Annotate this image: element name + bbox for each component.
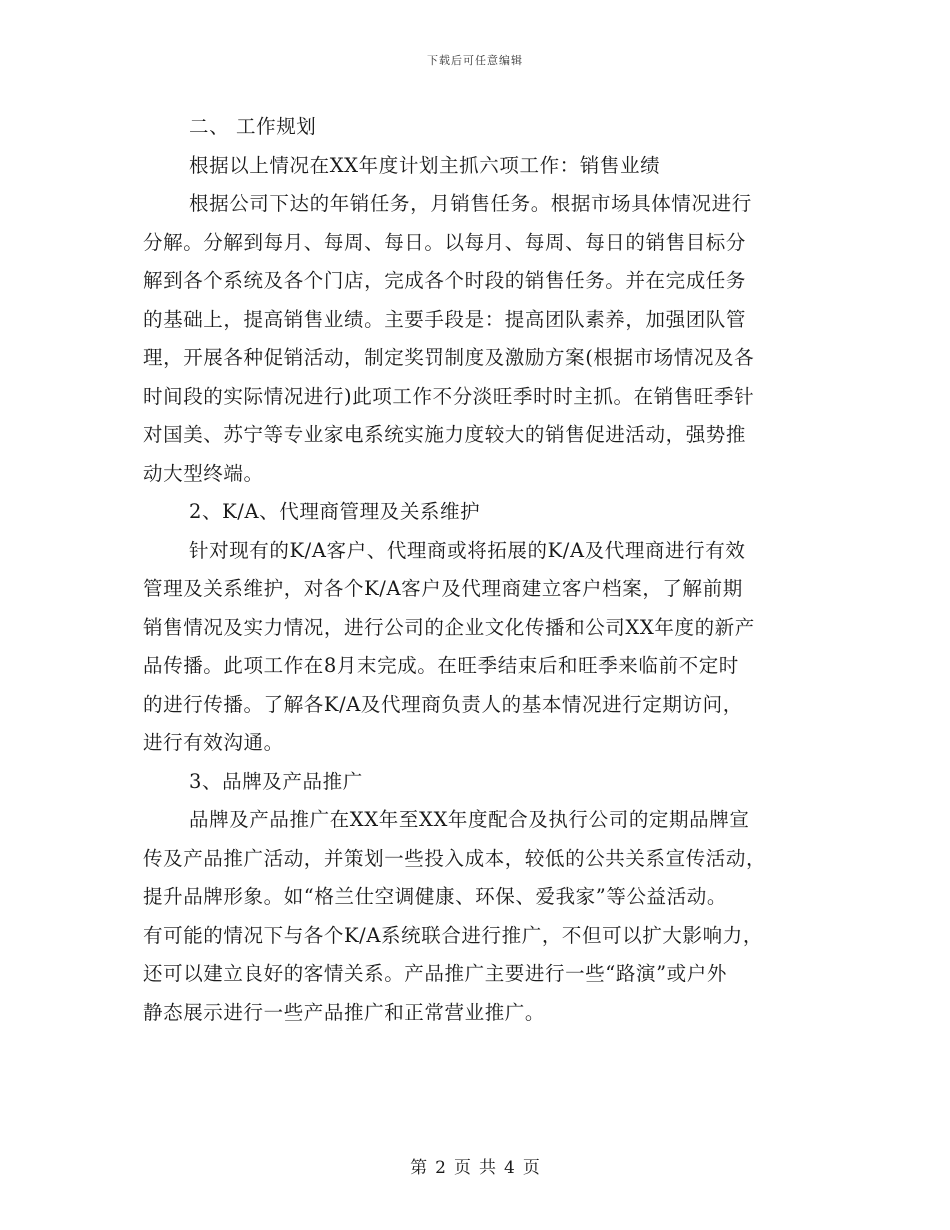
current-page-number: 2	[435, 1158, 446, 1178]
paragraph-line: 传及产品推广活动，并策划一些投入成本，较低的公共关系宣传活动，	[143, 846, 767, 870]
paragraph-line: 管理及关系维护，对各个K/A客户及代理商建立客户档案，了解前期	[143, 577, 743, 600]
page-label: 第	[410, 1158, 428, 1178]
paragraph-line: 品传播。此项工作在8月末完成。在旺季结束后和旺季来临前不定时	[143, 654, 739, 677]
paragraph-line: 时间段的实际情况进行)此项工作不分淡旺季时时主抓。在销售旺季针	[143, 384, 755, 408]
paragraph-line: 提升品牌形象。如“格兰仕空调健康、环保、爱我家”等公益活动。	[143, 885, 727, 908]
total-pages-number: 4	[504, 1158, 515, 1178]
page-footer	[0, 1153, 950, 1178]
paragraph-line: 还可以建立良好的客情关系。产品推广主要进行一些“路演”或户外	[143, 962, 727, 985]
paragraph-line: 理，开展各种促销活动，制定奖罚制度及激励方案(根据市场情况及各	[143, 346, 755, 369]
section-heading: 2、K/A、代理商管理及关系维护	[189, 500, 481, 523]
section-heading: 3、品牌及产品推广	[189, 769, 363, 793]
paragraph-line: 品牌及产品推广在XX年至XX年度配合及执行公司的定期品牌宣	[189, 808, 750, 831]
paragraph-line: 分解。分解到每月、每周、每日。以每月、每周、每日的销售目标分	[143, 230, 747, 254]
paragraph-line: 根据以上情况在XX年度计划主抓六项工作：销售业绩	[189, 153, 661, 177]
page-unit-label: 页	[454, 1158, 471, 1178]
document-body	[143, 108, 803, 1032]
total-label: 共	[479, 1158, 496, 1178]
paragraph-line: 动大型终端。	[143, 461, 264, 485]
page-header: 下载后可任意编辑	[427, 54, 523, 67]
paragraph-line: 对国美、苏宁等专业家电系统实施力度较大的销售促进活动，强势推	[143, 423, 747, 446]
total-unit-label: 页	[522, 1158, 540, 1178]
paragraph-line: 针对现有的K/A客户、代理商或将拓展的K/A及代理商进行有效	[189, 538, 746, 562]
paragraph-line: 的基础上，提高销售业绩。主要手段是：提高团队素养，加强团队管	[143, 307, 747, 331]
paragraph-line: 销售情况及实力情况，进行公司的企业文化传播和公司XX年度的新产	[143, 615, 755, 639]
paragraph-line: 静态展示进行一些产品推广和正常营业推广。	[143, 1000, 546, 1024]
section-heading: 二、 工作规划	[189, 115, 317, 138]
paragraph-line: 解到各个系统及各个门店，完成各个时段的销售任务。并在完成任务	[143, 269, 747, 292]
paragraph-line: 有可能的情况下与各个K/A系统联合进行推广，不但可以扩大影响力，	[143, 923, 763, 947]
paragraph-line: 的进行传播。了解各K/A及代理商负责人的基本情况进行定期访问，	[143, 692, 743, 716]
paragraph-line: 根据公司下达的年销任务，月销售任务。根据市场具体情况进行	[189, 192, 752, 215]
paragraph-line: 进行有效沟通。	[143, 731, 284, 754]
